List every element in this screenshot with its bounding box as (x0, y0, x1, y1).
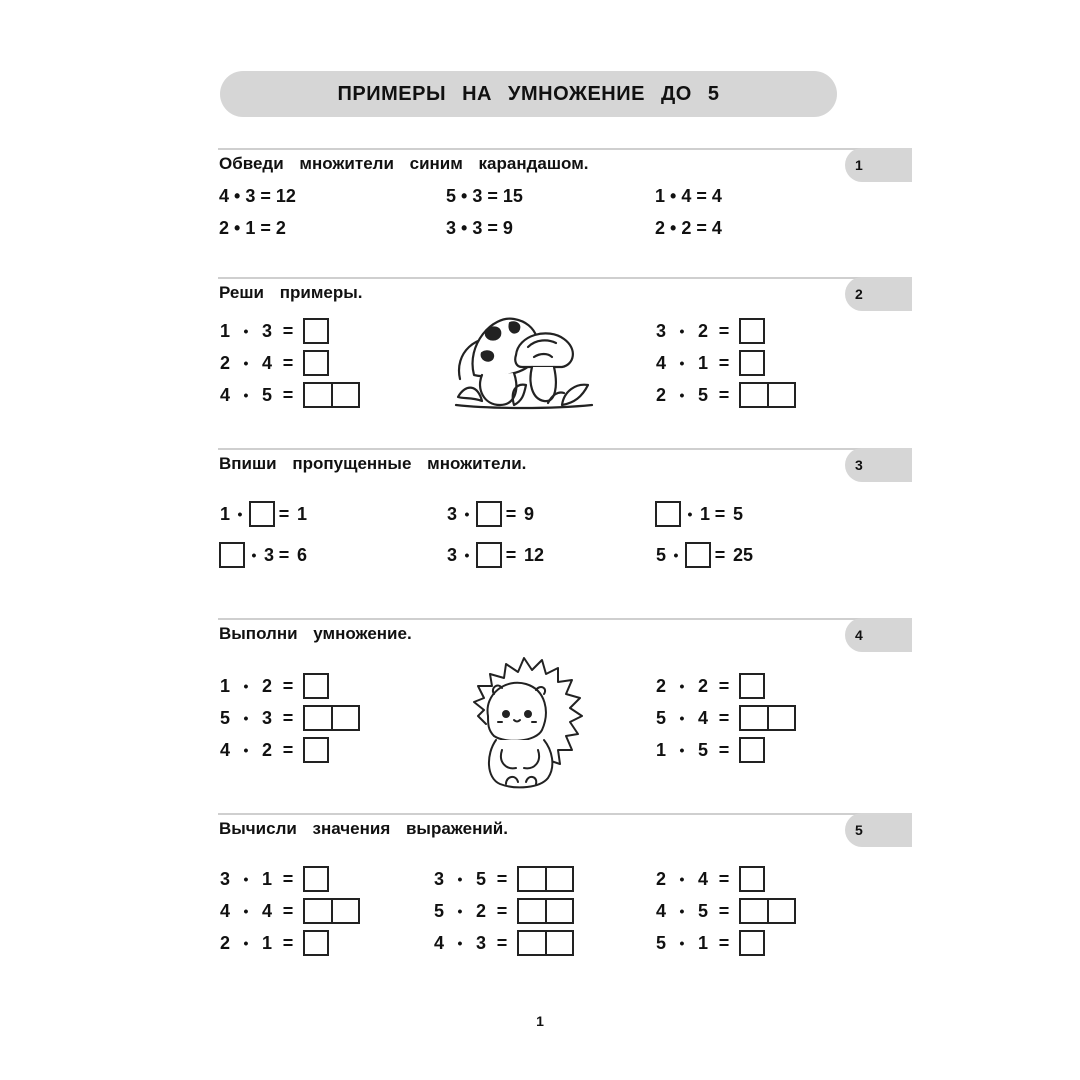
task-5-instruction: Вычисли значения выражений. (219, 819, 508, 838)
multiply-sign: • (243, 742, 249, 758)
factor-a: 1 (219, 675, 230, 696)
answer-box[interactable] (303, 350, 329, 376)
factor-a: 4 (219, 900, 230, 921)
equals-sign: = (282, 900, 294, 921)
factor-a: 2 (655, 675, 666, 696)
missing-factor-row (219, 500, 307, 528)
equals-sign: = (718, 675, 730, 696)
section-divider (218, 813, 912, 815)
task-1-instruction: Обведи множители синим карандашом. (219, 154, 589, 173)
factor-b: 1 (699, 503, 710, 524)
equals-sign: = (714, 503, 726, 524)
equation-row (219, 865, 329, 893)
multiply-sign: • (679, 710, 685, 726)
answer-box[interactable] (303, 866, 329, 892)
factor-a: 2 (219, 352, 230, 373)
answer-box[interactable] (739, 382, 796, 408)
hedgehog-illustration (466, 654, 586, 794)
equals-sign: = (718, 384, 730, 405)
section-divider (218, 448, 912, 450)
equation-1-5: 3 • 3 = 9 (446, 217, 513, 238)
multiply-sign: • (679, 323, 685, 339)
equals-sign: = (282, 739, 294, 760)
equals-sign: = (718, 739, 730, 760)
section-divider (218, 618, 912, 620)
equals-sign: = (718, 900, 730, 921)
task-2-number-badge: 2 (845, 277, 912, 311)
equals-sign: = (496, 932, 508, 953)
factor-a: 3 (219, 868, 230, 889)
answer-box[interactable] (517, 866, 574, 892)
multiply-sign: • (243, 323, 249, 339)
equals-sign: = (282, 384, 294, 405)
equation-row (655, 317, 765, 345)
missing-factor-box[interactable] (655, 501, 681, 527)
answer-box[interactable] (739, 350, 765, 376)
task-1-number-badge: 1 (845, 148, 912, 182)
equals-sign: = (278, 503, 290, 524)
equation-row (655, 736, 765, 764)
factor-b: 1 (697, 932, 708, 953)
factor-a: 5 (219, 707, 230, 728)
equals-sign: = (282, 707, 294, 728)
answer-box[interactable] (303, 673, 329, 699)
page-title: ПРИМЕРЫ НА УМНОЖЕНИЕ ДО 5 (220, 71, 837, 117)
factor-a: 4 (655, 900, 666, 921)
factor-b: 3 (263, 544, 274, 565)
missing-factor-row (655, 500, 743, 528)
factor-b: 2 (697, 320, 708, 341)
missing-factor-box[interactable] (685, 542, 711, 568)
equation-row (433, 897, 574, 925)
factor-b: 5 (261, 384, 272, 405)
factor-b: 4 (261, 352, 272, 373)
equals-sign: = (282, 932, 294, 953)
factor-b: 4 (697, 868, 708, 889)
answer-box[interactable] (303, 705, 360, 731)
factor-b: 5 (697, 384, 708, 405)
factor-b: 4 (261, 900, 272, 921)
factor-a: 1 (655, 739, 666, 760)
factor-b: 1 (261, 932, 272, 953)
task-5 (0, 813, 1080, 983)
equation-row (655, 865, 765, 893)
task-4-number-badge: 4 (845, 618, 912, 652)
result: 6 (297, 544, 308, 565)
equation-row (655, 704, 796, 732)
multiply-sign: • (243, 387, 249, 403)
answer-box[interactable] (739, 898, 796, 924)
answer-box[interactable] (739, 673, 765, 699)
equation-1-3: 1 • 4 = 4 (655, 185, 722, 206)
factor-b: 3 (475, 932, 486, 953)
factor-a: 3 (655, 320, 666, 341)
equation-row (655, 672, 765, 700)
equation-row (655, 897, 796, 925)
task-4-instruction: Выполни умножение. (219, 624, 412, 643)
multiply-sign: • (679, 903, 685, 919)
factor-b: 4 (697, 707, 708, 728)
equation-row (219, 929, 329, 957)
equation-row (433, 929, 574, 957)
equation-row (655, 349, 765, 377)
missing-factor-row (446, 541, 544, 569)
page-number: 1 (536, 1013, 544, 1029)
factor-a: 4 (433, 932, 444, 953)
answer-box[interactable] (517, 898, 574, 924)
equation-row (219, 381, 360, 409)
task-4 (0, 618, 1080, 788)
factor-a: 3 (446, 503, 457, 524)
multiply-sign: • (687, 506, 693, 522)
multiply-sign: • (243, 935, 249, 951)
multiply-sign: • (457, 903, 463, 919)
factor-a: 4 (219, 739, 230, 760)
multiply-sign: • (679, 678, 685, 694)
mushrooms-illustration (452, 305, 594, 413)
equation-1-1: 4 • 3 = 12 (219, 185, 296, 206)
missing-factor-box[interactable] (219, 542, 245, 568)
equation-row (219, 349, 329, 377)
task-3-number-badge: 3 (845, 448, 912, 482)
multiply-sign: • (237, 506, 243, 522)
equals-sign: = (718, 707, 730, 728)
multiply-sign: • (679, 935, 685, 951)
task-3 (0, 448, 1080, 618)
multiply-sign: • (243, 871, 249, 887)
equation-row (655, 381, 796, 409)
task-2-instruction: Реши примеры. (219, 283, 363, 302)
result: 9 (524, 503, 535, 524)
equals-sign: = (718, 352, 730, 373)
factor-a: 4 (219, 384, 230, 405)
multiply-sign: • (679, 742, 685, 758)
task-5-number-badge: 5 (845, 813, 912, 847)
factor-a: 2 (655, 868, 666, 889)
multiply-sign: • (243, 903, 249, 919)
equals-sign: = (282, 352, 294, 373)
multiply-sign: • (679, 387, 685, 403)
factor-b: 2 (475, 900, 486, 921)
equation-row (655, 929, 765, 957)
answer-box[interactable] (303, 318, 329, 344)
task-3-instruction: Впиши пропущенные множители. (219, 454, 527, 473)
factor-a: 5 (655, 544, 666, 565)
answer-box[interactable] (739, 866, 765, 892)
factor-b: 2 (697, 675, 708, 696)
equals-sign: = (718, 320, 730, 341)
equals-sign: = (505, 503, 517, 524)
factor-b: 2 (261, 675, 272, 696)
equation-1-6: 2 • 2 = 4 (655, 217, 722, 238)
multiply-sign: • (251, 547, 257, 563)
factor-a: 5 (655, 932, 666, 953)
factor-a: 4 (655, 352, 666, 373)
section-divider (218, 277, 912, 279)
equals-sign: = (718, 868, 730, 889)
equals-sign: = (505, 544, 517, 565)
answer-box[interactable] (303, 898, 360, 924)
factor-a: 2 (655, 384, 666, 405)
multiply-sign: • (679, 871, 685, 887)
factor-b: 5 (697, 739, 708, 760)
equation-1-2: 5 • 3 = 15 (446, 185, 523, 206)
factor-a: 5 (655, 707, 666, 728)
result: 25 (733, 544, 754, 565)
equation-row (219, 317, 329, 345)
factor-a: 3 (433, 868, 444, 889)
equals-sign: = (496, 868, 508, 889)
factor-b: 3 (261, 320, 272, 341)
factor-a: 2 (219, 932, 230, 953)
answer-box[interactable] (739, 705, 796, 731)
multiply-sign: • (243, 355, 249, 371)
missing-factor-box[interactable] (476, 501, 502, 527)
multiply-sign: • (673, 547, 679, 563)
equation-row (433, 865, 574, 893)
multiply-sign: • (464, 506, 470, 522)
answer-box[interactable] (739, 930, 765, 956)
missing-factor-row (446, 500, 534, 528)
factor-a: 1 (219, 503, 230, 524)
equation-row (219, 736, 329, 764)
multiply-sign: • (457, 871, 463, 887)
equals-sign: = (714, 544, 726, 565)
missing-factor-box[interactable] (476, 542, 502, 568)
multiply-sign: • (457, 935, 463, 951)
equals-sign: = (718, 932, 730, 953)
answer-box[interactable] (303, 382, 360, 408)
answer-box[interactable] (739, 737, 765, 763)
factor-b: 1 (697, 352, 708, 373)
factor-b: 5 (697, 900, 708, 921)
task-2 (0, 277, 1080, 447)
factor-b: 1 (261, 868, 272, 889)
multiply-sign: • (464, 547, 470, 563)
missing-factor-row (219, 541, 307, 569)
equals-sign: = (496, 900, 508, 921)
multiply-sign: • (243, 710, 249, 726)
answer-box[interactable] (739, 318, 765, 344)
result: 1 (297, 503, 308, 524)
equation-1-4: 2 • 1 = 2 (219, 217, 286, 238)
factor-a: 3 (446, 544, 457, 565)
missing-factor-row (655, 541, 753, 569)
answer-box[interactable] (303, 930, 329, 956)
factor-b: 2 (261, 739, 272, 760)
factor-b: 5 (475, 868, 486, 889)
factor-a: 1 (219, 320, 230, 341)
equals-sign: = (282, 868, 294, 889)
equals-sign: = (282, 675, 294, 696)
section-divider (218, 148, 912, 150)
answer-box[interactable] (303, 737, 329, 763)
factor-b: 3 (261, 707, 272, 728)
result: 5 (733, 503, 744, 524)
equals-sign: = (282, 320, 294, 341)
multiply-sign: • (679, 355, 685, 371)
equals-sign: = (278, 544, 290, 565)
equation-row (219, 704, 360, 732)
factor-a: 5 (433, 900, 444, 921)
missing-factor-box[interactable] (249, 501, 275, 527)
multiply-sign: • (243, 678, 249, 694)
equation-row (219, 897, 360, 925)
answer-box[interactable] (517, 930, 574, 956)
equation-row (219, 672, 329, 700)
result: 12 (524, 544, 545, 565)
